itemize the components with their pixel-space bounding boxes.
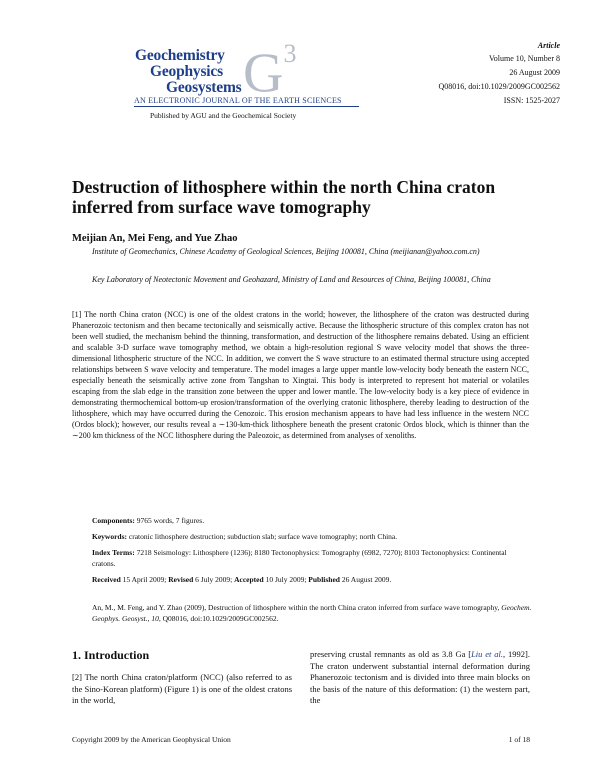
author-list: Meijian An, Mei Feng, and Yue Zhao bbox=[72, 233, 238, 244]
affiliation-1: Institute of Geomechanics, Chinese Academy of Geological Sciences, Beijing 100081, China (meijianan@yahoo.com.cn) bbox=[92, 247, 480, 256]
published-date: 26 August 2009. bbox=[341, 575, 392, 584]
published-label: Published bbox=[308, 575, 340, 584]
accepted-date: 10 July 2009; bbox=[265, 575, 307, 584]
article-type: Article bbox=[537, 41, 560, 50]
intro-column-1: [2] The north China craton/platform (NCC) (also referred to as the Sino-Korean platform) (Figure 1) is one of the oldest cratons in the world, bbox=[72, 672, 292, 705]
affiliation-2: Key Laboratory of Neotectonic Movement and Geohazard, Ministry of Land and Resources of China, Beijing 100081, China bbox=[92, 275, 491, 284]
keywords-value: cratonic lithosphere destruction; subduction slab; surface wave tomography; north China. bbox=[128, 532, 398, 541]
components-line bbox=[92, 515, 532, 526]
received-date: 15 April 2009; bbox=[122, 575, 167, 584]
dates-line bbox=[92, 574, 532, 585]
reference-link[interactable]: Liu et al. bbox=[471, 649, 504, 659]
accepted-label: Accepted bbox=[234, 575, 264, 584]
publication-date: 26 August 2009 bbox=[509, 68, 560, 77]
journal-name-line2: Geophysics bbox=[150, 63, 223, 80]
intro-col2-text-cont: , 1992]. The craton underwent substantial internal deformation during Phanerozoic tectonism and is divided into three main blocks on the basis of the nature of this deformation: (1) the western part, the bbox=[310, 649, 530, 705]
journal-tagline: AN ELECTRONIC JOURNAL OF THE EARTH SCIENCES bbox=[134, 96, 342, 105]
journal-name-line3: Geosystems bbox=[166, 79, 242, 96]
citation-text: An, M., M. Feng, and Y. Zhao (2009), Destruction of lithosphere within the north China craton inferred from surface wave tomography, bbox=[92, 603, 502, 612]
index-terms-value: 7218 Seismology: Lithosphere (1236); 8180 Tectonophysics: Tomography (6982, 7270); 8103 Tectonophysics: Continental cratons. bbox=[92, 548, 507, 568]
intro-col2-text: preserving crustal remnants as old as 3.8 Ga [ bbox=[310, 649, 472, 659]
section-heading-introduction: 1. Introduction bbox=[72, 648, 150, 662]
abstract bbox=[72, 309, 529, 441]
index-terms-line bbox=[92, 547, 532, 569]
citation bbox=[92, 602, 532, 624]
received-label: Received bbox=[92, 575, 121, 584]
keywords-label: Keywords: bbox=[92, 532, 127, 541]
revised-label: Revised bbox=[168, 575, 194, 584]
logo-letter: G bbox=[243, 42, 284, 105]
publisher-line: Published by AGU and the Geochemical Society bbox=[150, 111, 297, 120]
header-divider bbox=[134, 106, 359, 107]
journal-name-line1: Geochemistry bbox=[135, 47, 225, 64]
components-value: 9765 words, 7 figures. bbox=[136, 516, 205, 525]
paragraph-marker: [1] bbox=[72, 310, 82, 319]
citation-journal: Geochem. Geophys. Geosyst., 10, bbox=[92, 603, 532, 623]
doi[interactable]: Q08016, doi:10.1029/2009GC002562 bbox=[438, 82, 560, 91]
volume-number: Volume 10, Number 8 bbox=[489, 54, 560, 63]
page-number: 1 of 18 bbox=[508, 735, 530, 744]
index-terms-label: Index Terms: bbox=[92, 548, 135, 557]
copyright: Copyright 2009 by the American Geophysical Union bbox=[72, 735, 231, 744]
abstract-text: The north China craton (NCC) is one of the oldest cratons in the world; however, the lithosphere of the craton was destructed during Phanerozoic tectonism and then became tectonically and seismically active. Because the lithospheric structure of this complex craton has not been well studied, the mechanism behind the thinning, transformation, and destruction of the lithosphere remains debated. Using an efficient and scalable 3-D surface wave tomography method, we obtain a high-resolution regional S wave velocity model that shows the three-dimensional lithospheric structure of the NCC. In addition, we convert the S wave structure to an estimated thermal structure using accepted relationships between S wave velocity and temperature. The model images a large upper mantle low-velocity body beneath the eastern NCC, especially beneath the seismically active zone from Tangshan to Xingtai. This body is interpreted to represent hot material or volatiles escaping from the slab edge in the transition zone between the upper and lower mantle. The low-velocity body is a key piece of evidence in demonstrating thermochemical bottom-up erosion/transformation of the overlying cratonic lithosphere, thereby leading to destruction of the lithosphere, which may have occurred during the Cenozoic. This erosion mechanism appears to have had less influence in the western NCC (Ordos block); however, our results reveal a ∼130-km-thick lithosphere beneath the present cratonic Ordos block, which is thinner than the ∼200 km thickness of the NCC lithosphere during the Paleozoic, as determined from analyses of xenoliths. bbox=[72, 310, 530, 440]
components-label: Components: bbox=[92, 516, 135, 525]
issn: ISSN: 1525-2027 bbox=[503, 96, 560, 105]
logo-superscript: 3 bbox=[283, 39, 297, 68]
intro-column-2 bbox=[310, 649, 530, 707]
keywords-line bbox=[92, 531, 532, 542]
paper-title: Destruction of lithosphere within the north China craton inferred from surface wave tomography bbox=[72, 177, 496, 217]
journal-logo bbox=[243, 36, 297, 105]
citation-doi: Q08016, doi:10.1029/2009GC002562. bbox=[160, 614, 279, 623]
revised-date: 6 July 2009; bbox=[195, 575, 233, 584]
